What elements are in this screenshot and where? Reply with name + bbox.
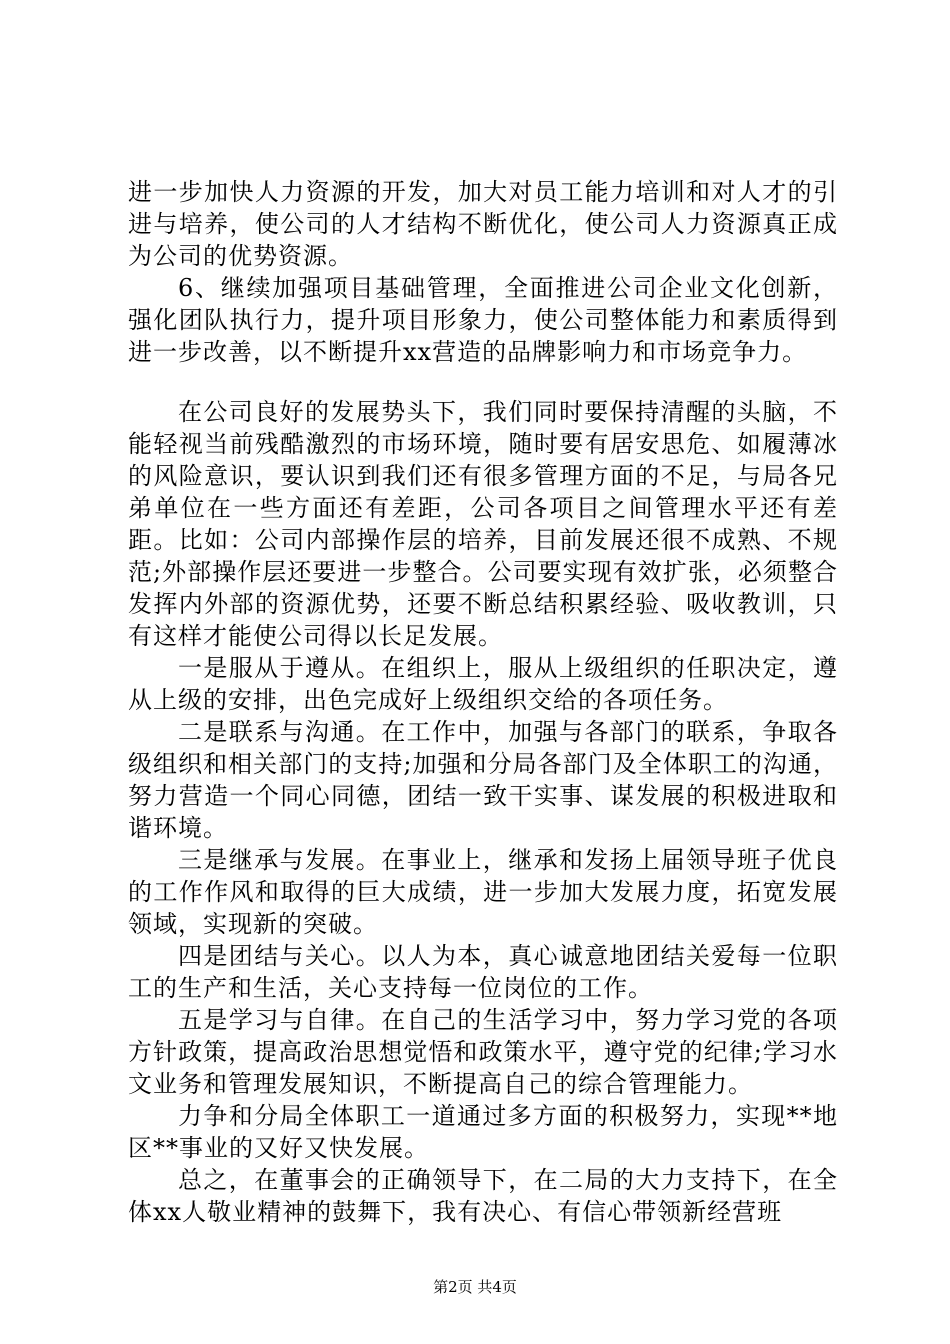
- paragraph-gap: [128, 368, 838, 396]
- paragraph-conclusion: 总之，在董事会的正确领导下，在二局的大力支持下，在全体xx人敬业精神的鼓舞下，我有决心、有信心带领新经营班: [128, 1166, 838, 1226]
- paragraph-point-2: 二是联系与沟通。在工作中，加强与各部门的联系，争取各级组织和相关部门的支持;加强和分局各部门及全体职工的沟通，努力营造一个同心同德，团结一致干实事、谋发展的积极进取和谐环境。: [128, 718, 838, 842]
- page-footer: 第2页 共4页: [433, 1278, 517, 1296]
- paragraph-item-6: 6、继续加强项目基础管理，全面推进公司企业文化创新，强化团队执行力，提升项目形象力，使公司整体能力和素质得到进一步改善，以不断提升xx营造的品牌影响力和市场竞争力。: [128, 274, 838, 366]
- paragraph-point-4: 四是团结与关心。以人为本，真心诚意地团结关爱每一位职工的生产和生活，关心支持每一位岗位的工作。: [128, 942, 838, 1002]
- paragraph-strive: 力争和分局全体职工一道通过多方面的积极努力，实现**地区**事业的又好又快发展。: [128, 1102, 838, 1162]
- document-body: [128, 176, 838, 1228]
- paragraph-hr-development: 进一步加快人力资源的开发，加大对员工能力培训和对人才的引进与培养，使公司的人才结构不断优化，使公司人力资源真正成为公司的优势资源。: [128, 178, 838, 270]
- paragraph-point-5: 五是学习与自律。在自己的生活学习中，努力学习党的各项方针政策，提高政治思想觉悟和政策水平，遵守党的纪律;学习水文业务和管理发展知识，不断提高自己的综合管理能力。: [128, 1006, 838, 1098]
- paragraph-point-1: 一是服从于遵从。在组织上，服从上级组织的任职决定，遵从上级的安排，出色完成好上级组织交给的各项任务。: [128, 654, 838, 714]
- paragraph-development-momentum: 在公司良好的发展势头下，我们同时要保持清醒的头脑，不能轻视当前残酷激烈的市场环境，随时要有居安思危、如履薄冰的风险意识，要认识到我们还有很多管理方面的不足，与局各兄弟单位在一些方面还有差距，公司各项目之间管理水平还有差距。比如：公司内部操作层的培养，目前发展还很不成熟、不规范;外部操作层还要进一步整合。公司要实现有效扩张，必须整合发挥内外部的资源优势，还要不断总结积累经验、吸收教训，只有这样才能使公司得以长足发展。: [128, 398, 838, 650]
- paragraph-point-3: 三是继承与发展。在事业上，继承和发扬上届领导班子优良的工作作风和取得的巨大成绩，进一步加大发展力度，拓宽发展领域，实现新的突破。: [128, 846, 838, 938]
